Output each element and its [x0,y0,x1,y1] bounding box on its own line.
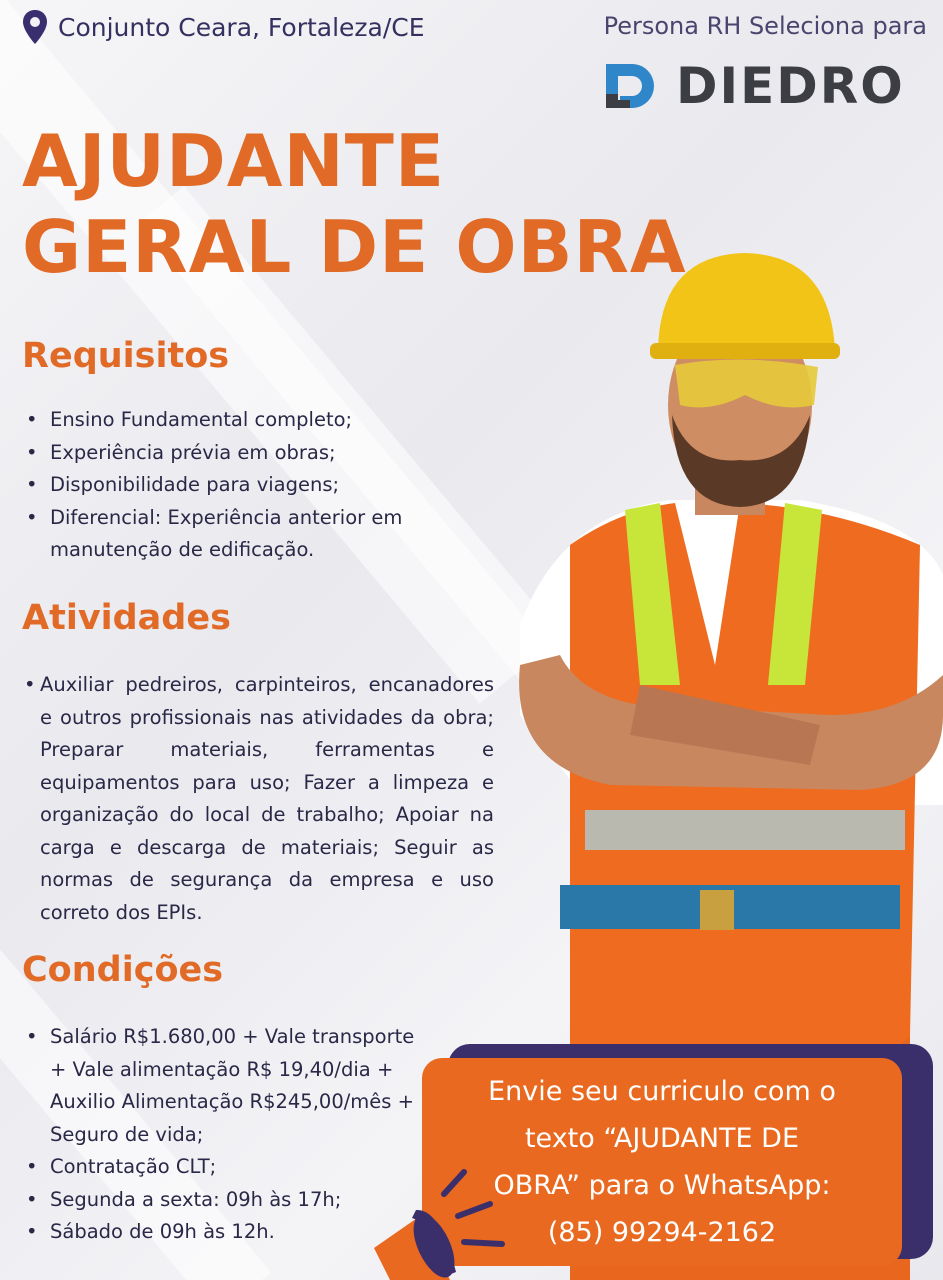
atividades-heading: Atividades [22,598,231,638]
location-text: Conjunto Ceara, Fortaleza/CE [58,12,425,42]
diedro-logo-icon [598,54,662,118]
atividades-text: • Auxiliar pedreiros, carpinteiros, encanadores e outros profissionais nas atividades da obra; Preparar materiais, ferramentas e equipamentos para uso; Fazer a limpeza e organização do local de trabalho; Apoiar na carga e descarga de materiais; Seguir as normas de segurança da empresa e uso correto dos EPIs. [22,669,494,929]
list-item: • Contratação CLT; [22,1151,422,1184]
cta-line: texto “AJUDANTE DE [524,1123,800,1154]
megaphone-icon [360,1168,510,1280]
recruiter-text: Persona RH Seleciona para [603,12,927,40]
location [22,10,425,44]
list-item: • Segunda a sexta: 09h às 17h; [22,1184,422,1217]
requisitos-list [22,404,452,567]
company-logo [598,54,905,118]
list-item: • Ensino Fundamental completo; [22,404,452,437]
list-item: • Sábado de 09h às 12h. [22,1216,422,1249]
cta-line: Envie seu curriculo com o [488,1076,836,1107]
map-pin-icon [22,10,48,44]
logo-text: DIEDRO [676,57,905,115]
list-item: • Experiência prévia em obras; [22,437,452,470]
cta-line: OBRA” para o WhatsApp: [493,1170,831,1201]
condicoes-heading: Condições [22,950,224,990]
whatsapp-phone: (85) 99294-2162 [547,1217,777,1248]
list-item: • Disponibilidade para viagens; [22,469,452,502]
requisitos-heading: Requisitos [22,336,230,376]
job-title-line1: AJUDANTE [22,119,446,203]
list-item: • Diferencial: Experiência anterior em manutenção de edificação. [22,502,452,567]
job-title-line2: GERAL DE OBRA [22,205,687,289]
list-item: • Salário R$1.680,00 + Vale transporte + Vale alimentação R$ 19,40/dia + Auxilio Alimentação R$245,00/mês + Seguro de vida; [22,1021,422,1151]
